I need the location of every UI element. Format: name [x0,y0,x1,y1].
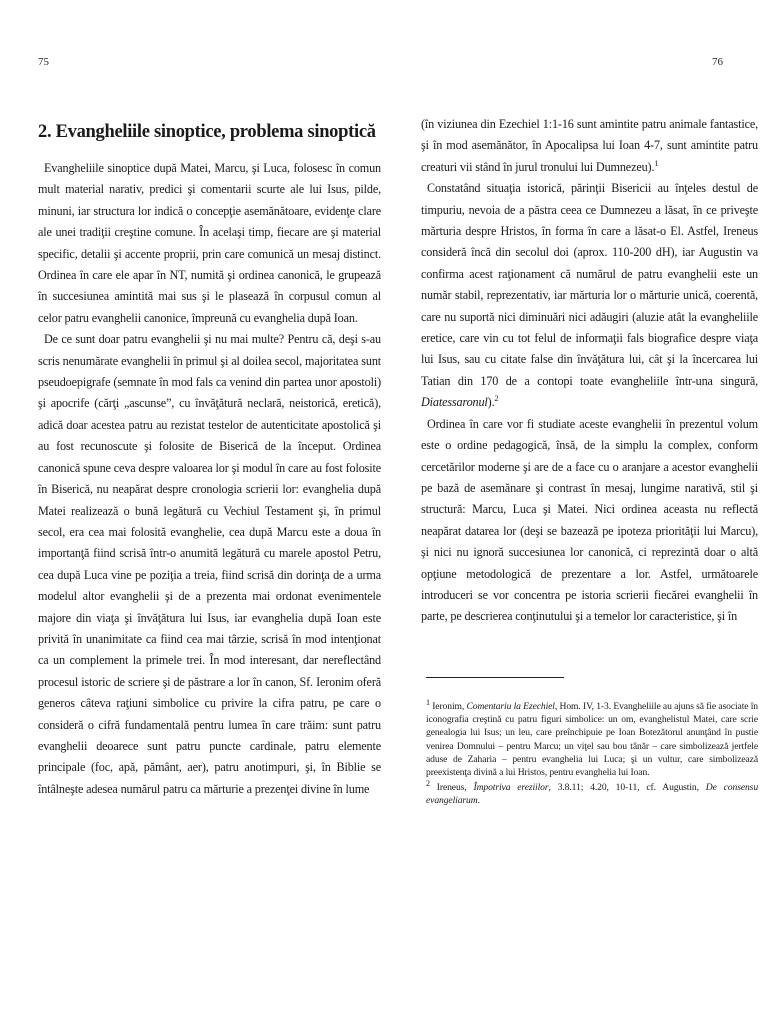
paragraph-text: Constatând situaţia istorică, părinţii Bisericii au înţeles destul de timpuriu, nevoia de a păstra ceea ce Dumnezeu a lăsat, în ce priveşte mărturia despre Hristos, în forma în care a lăsat-o El. Astfel, Ireneus consideră încă din secolul doi (aprox. 110-200 dH), iar Augustin va confirma acest raţionament că numărul de patru evanghelii este un număr stabil, reprezentativ, iar mărturia lor o mărturie unică, coerentă, care nu suportă nici diminuări nici adăugiri (aluzie atât la evangheliile eretice, care vin cu tot felul de informaţii fals biografice despre viaţa lui Isus, sau cu citate false din învăţătura lui, cât şi la încercarea lui Tatian din 170 de a contopi toate evangheliile într-una singură, [421,181,758,388]
body-paragraph-order: Ordinea în care vor fi studiate aceste evanghelii în prezentul volum este o ordine pedagogică, însă, de la simplu la complex, conform cercetărilor moderne şi are de a face cu o aranjare a acestor evanghelii pe bază de asemănare şi contrast în mesaj, lungime narativă, stil şi structură: Marcu, Luca şi Matei. Nici ordinea aceasta nu reflectă neapărat datarea lor (deşi se bazează pe ipoteza priorităţii lui Marcu), şi nici nu ignoră succesiunea lor canonică, ci reprezintă doar o altă opţiune metodologică de prezentare a lor. Astfel, următoarele introduceri se vor concentra pe istoria scrierii fiecărei evanghelii în parte, pe descrierea conţinutului şi a temelor lor caracteristice, şi în [421,416,758,624]
body-paragraph-fathers [421,178,758,413]
footnote-source-title: De consensu evangeliarum [426,782,759,807]
body-paragraph-2: De ce sunt doar patru evanghelii şi nu mai multe? Pentru că, deşi s-au scris nenumărate evanghelii în primul şi al doilea secol, majoritatea sunt pseudoepigrafe (semnate în mod fals ca venind din partea unor apostoli) şi apocrife (cărţi „ascunse”, cu învăţătură neclară, neistorică, eretică), adică doar acestea patru au rezistat testelor de autenticitate apostolică şi au fost recunoscute şi folosite de Biserică de la început. Ordinea canonică spune ceva despre valoarea lor şi modul în care au fost folosite în Biserică, nu neapărat despre cronologia scrierii lor: evanghelia după Matei realizează o bună legătură cu Vechiul Testament şi, în primul secol, era cea mai folosită evanghelie, cea după Marcu este a doua în importanţă fiind scrisă într-o anumită legătură cu marele apostol Petru, cea după Luca vine pe poziţia a treia, fiind scrisă din dorinţa de a urma modelul altor evanghelii şi de a prezenta mai ordonat evenimentele majore din viaţa şi învăţătura lui Isus, iar evanghelia după Ioan este privită în unanimitate ca fiind cea mai târzie, scrisă în mod intenţionat ca un complement la primele trei. În mod interesant, dar nereflectând procesul istoric de scriere şi de păstrare a lor în canon, Sf. Ieronim oferă generos câteva raţiuni simbolice cu privire la cifra patru, pe care o consideră o cifră fundamentală pentru lumea în care trăim: sunt patru evanghelii deoarece sunt patru puncte cardinale, patru elemente principale (foc, apă, pământ, aer), patru anotimpuri, şi, în Biblie se întâlneşte adesea numărul patru ca mărturie a prezenţei divine în lume [38,332,381,796]
footnote-text: Ireneus, [429,782,474,794]
diatessaron-title: Diatessaronul [421,395,488,410]
footnote-ref-2: 2 [494,394,499,404]
paragraph-text: ). [487,395,495,410]
footnote-marker: 1 [426,697,430,707]
footnote-text: , 3.8.11; 4.20, 10-11, cf. Augustin, [548,782,706,794]
footnote-source-title: Împotriva ereziilor [473,782,549,794]
footnote-1 [426,697,758,779]
footnote-2 [426,781,758,807]
footnotes [426,697,759,810]
right-page-column [421,114,758,628]
right-page-number: 76 [712,56,723,68]
body-paragraph-1: Evangheliile sinoptice după Matei, Marcu, şi Luca, folosesc în comun mult material narativ, predici şi comentarii scurte ale lui Isus, pilde, minuni, iar structura lor indică o concepţie asemănătoare, evidenţe clare ale unei tradiţii creştine comune. În acelaşi timp, fiecare are şi material specific, detalii şi accente proprii, prin care comunică un mesaj distinct. Ordinea în care ele apar în NT, numită şi ordinea canonică, le grupează în succesiunea amintită mai sus şi le plasează în corpusul comun al celor patru evanghelii canonice, împreună cu evanghelia după Ioan. [38,161,381,325]
footnote-text: . [477,795,480,807]
footnote-divider [426,677,564,678]
body-paragraph-continued [421,114,758,178]
footnote-text: , Hom. IV, 1-3. Evangheliile au ajuns să fie asociate în iconografia creştină cu patru figuri simbolice: un om, evanghelistul Matei, care scrie genealogia lui Isus; un leu, care preînchipuie pe Ioan Botezătorul anunţând în pustie venirea Domnului – pentru Marcu; un viţel sau bou tânăr – care simbolizează jertfele aduse de Zaharia – pentru evanghelia lui Luca; şi un vultur, care simbolizează preexistenţa divină a lui Hristos, pentru evanghelia lui Ioan. [426,701,758,779]
footnote-marker: 2 [426,779,430,789]
footnote-ref-1: 1 [654,158,659,168]
paragraph-text: (în viziunea din Ezechiel 1:1-16 sunt amintite patru animale fantastice, şi în mod asemănător, în Apocalipsa lui Ioan 4-7, sunt amintite patru creaturi vii stând în jurul tronului lui Dumnezeu). [421,117,758,174]
footnote-text: Ieronim, [429,701,467,712]
footnote-source-title: Comentariu la Ezechiel [466,701,555,712]
left-page-column [38,114,381,800]
left-page-number: 75 [38,56,49,68]
chapter-title: 2. Evangheliile sinoptice, problema sinoptică [38,122,376,142]
